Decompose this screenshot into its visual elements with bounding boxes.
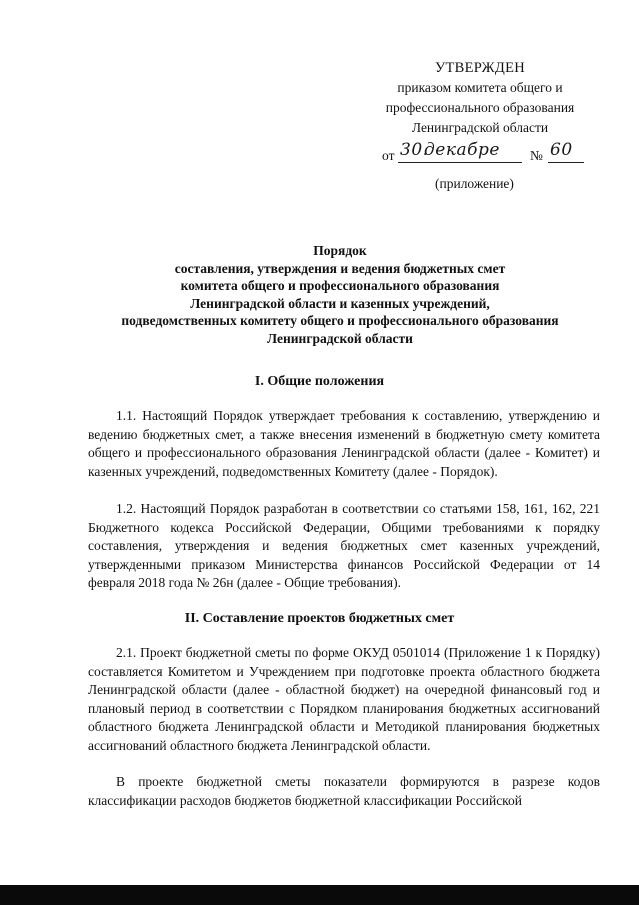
handwritten-month: декабре bbox=[424, 140, 500, 160]
handwritten-day: 30. bbox=[400, 140, 429, 160]
title-line: комитета общего и профессионального образования bbox=[180, 278, 500, 293]
approval-line: Ленинградской области bbox=[411, 120, 549, 135]
approval-line: профессионального образования bbox=[385, 100, 575, 115]
date-underline bbox=[398, 162, 522, 163]
approval-stamp bbox=[360, 58, 600, 166]
section-heading: II. Составление проектов бюджетных смет bbox=[184, 611, 455, 626]
document-title bbox=[60, 242, 620, 347]
title-line: составления, утверждения и ведения бюджетных смет bbox=[174, 260, 506, 276]
approval-heading: УТВЕРЖДЕН bbox=[434, 60, 526, 76]
approval-line: приказом комитета общего и bbox=[397, 80, 563, 95]
title-line: Порядок bbox=[313, 243, 367, 258]
paragraph: 1.2. Настоящий Порядок разработан в соответствии со статьями 158, 161, 162, 221 Бюджетного кодекса Российской Федерации, Общими требованиями к порядку составления, утверждения и ведения бюджетных смет казенных учреждений, утвержденными приказом Министерства финансов Российской Федерации от 14 февраля 2018 года № 26н (далее - Общие требования). bbox=[88, 501, 600, 590]
title-line: Ленинградской области bbox=[267, 330, 413, 346]
paragraph: 2.1. Проект бюджетной сметы по форме ОКУД 0501014 (Приложение 1 к Порядку) составляется Комитетом и Учреждением при подготовке проекта областного бюджета Ленинградской области (далее - областной бюджет) на очередной финансовый год и плановый период в соответствии с Порядком планирования бюджетных ассигнований областного бюджета Ленинградской области и Методикой планирования бюджетных ассигнований областного бюджета Ленинградской области. bbox=[88, 645, 600, 753]
title-line: Ленинградской области и казенных учреждений, bbox=[190, 295, 490, 311]
number-sign: № bbox=[530, 148, 543, 163]
scan-edge-bar bbox=[0, 885, 639, 905]
paragraph: В проекте бюджетной сметы показатели формируются в разрезе кодов классификации расходов бюджетов бюджетной классификации Российской bbox=[88, 774, 600, 808]
section-heading: I. Общие положения bbox=[254, 374, 385, 389]
handwritten-number: 60 bbox=[550, 140, 573, 160]
title-line: подведомственных комитету общего и профессионального образования bbox=[121, 313, 559, 328]
appendix-label: (приложение) bbox=[435, 176, 514, 191]
approval-date-line bbox=[360, 140, 600, 166]
paragraph: 1.1. Настоящий Порядок утверждает требования к составлению, утверждению и ведению бюджетных смет, а также внесения изменений в бюджетную смету комитета общего и профессионального образования Ленинградской области (далее - Комитет) и казенных учреждений, подведомственных Комитету (далее - Порядок). bbox=[88, 408, 600, 479]
number-underline bbox=[548, 162, 584, 163]
date-prefix: от bbox=[382, 148, 395, 163]
